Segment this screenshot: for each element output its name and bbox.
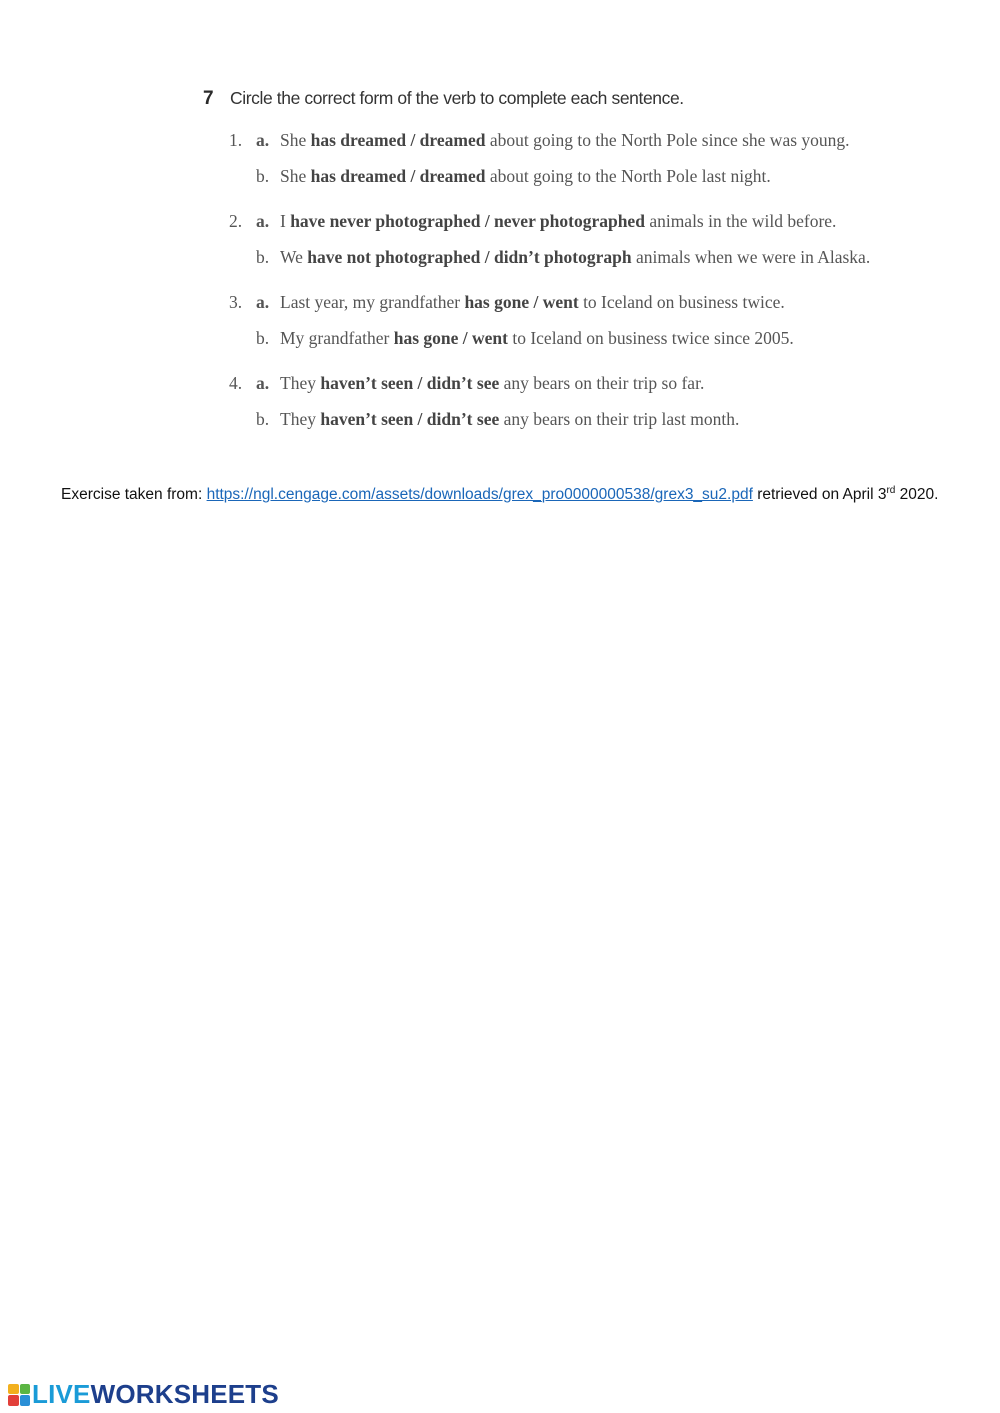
sentence-row xyxy=(203,158,903,194)
sentence-row xyxy=(203,284,903,320)
source-link[interactable]: https://ngl.cengage.com/assets/downloads/grex_pro0000000538/grex3_su2.pdf xyxy=(206,486,753,503)
source-note xyxy=(61,483,941,507)
liveworksheets-brand xyxy=(8,1379,279,1410)
sentence-row xyxy=(203,203,903,239)
sentence-start: They xyxy=(280,373,321,393)
verb-choice[interactable]: has dreamed / dreamed xyxy=(310,166,486,186)
sentence-letter: a. xyxy=(256,373,270,393)
verb-choice[interactable]: has dreamed / dreamed xyxy=(310,130,486,150)
sentence-letter: b. xyxy=(256,409,270,429)
sentence-start: My grandfather xyxy=(280,328,394,348)
liveworksheets-logo-icon xyxy=(8,1384,30,1406)
verb-choice[interactable]: haven’t seen / didn’t see xyxy=(320,409,500,429)
sentence-end: animals when we were in Alaska. xyxy=(631,247,871,267)
ordinal-suffix: rd xyxy=(886,484,896,496)
sentence-start: She xyxy=(280,130,311,150)
exercise-block xyxy=(203,88,903,437)
exercise-item xyxy=(203,284,903,356)
sentence-text xyxy=(280,401,739,437)
item-number: 3. xyxy=(229,292,243,312)
sentence-letter: a. xyxy=(256,130,270,150)
exercise-items xyxy=(203,122,903,437)
brand-live: LIVE xyxy=(32,1379,91,1409)
source-year: 2020. xyxy=(895,486,939,503)
item-number: 1. xyxy=(229,130,243,150)
verb-choice[interactable]: haven’t seen / didn’t see xyxy=(320,373,500,393)
sentence-text xyxy=(280,122,850,158)
exercise-instruction: Circle the correct form of the verb to complete each sentence. xyxy=(230,88,684,108)
source-retrieved: retrieved on April 3 xyxy=(752,486,887,503)
sentence-row xyxy=(203,239,903,275)
sentence-text xyxy=(280,284,785,320)
sentence-letter: b. xyxy=(256,247,270,267)
sentence-start: She xyxy=(280,166,311,186)
exercise-item xyxy=(203,365,903,437)
item-number: 2. xyxy=(229,211,243,231)
sentence-end: about going to the North Pole last night. xyxy=(485,166,771,186)
brand-worksheets: WORKSHEETS xyxy=(90,1379,279,1409)
sentence-end: animals in the wild before. xyxy=(644,211,837,231)
sentence-start: They xyxy=(280,409,321,429)
sentence-text xyxy=(280,158,771,194)
sentence-start: I xyxy=(280,211,291,231)
sentence-end: to Iceland on business twice. xyxy=(578,292,785,312)
sentence-letter: b. xyxy=(256,328,270,348)
sentence-text xyxy=(280,365,704,401)
sentence-text xyxy=(280,320,794,356)
verb-choice[interactable]: have not photographed / didn’t photograph xyxy=(307,247,632,267)
sentence-end: to Iceland on business twice since 2005. xyxy=(507,328,794,348)
sentence-row xyxy=(203,320,903,356)
sentence-end: any bears on their trip so far. xyxy=(499,373,705,393)
sentence-letter: b. xyxy=(256,166,270,186)
sentence-row xyxy=(203,122,903,158)
sentence-row xyxy=(203,365,903,401)
source-prefix: Exercise taken from: xyxy=(61,486,207,503)
sentence-start: We xyxy=(280,247,308,267)
sentence-start: Last year, my grandfather xyxy=(280,292,465,312)
exercise-header xyxy=(203,88,903,122)
exercise-number: 7 xyxy=(203,88,214,109)
sentence-text xyxy=(280,203,836,239)
sentence-text xyxy=(280,239,870,275)
sentence-end: about going to the North Pole since she was young. xyxy=(485,130,850,150)
exercise-item xyxy=(203,122,903,194)
exercise-item xyxy=(203,203,903,275)
sentence-letter: a. xyxy=(256,211,270,231)
sentence-letter: a. xyxy=(256,292,270,312)
verb-choice[interactable]: has gone / went xyxy=(464,292,579,312)
verb-choice[interactable]: have never photographed / never photographed xyxy=(290,211,645,231)
sentence-row xyxy=(203,401,903,437)
brand-name xyxy=(32,1379,279,1410)
item-number: 4. xyxy=(229,373,243,393)
sentence-end: any bears on their trip last month. xyxy=(499,409,740,429)
verb-choice[interactable]: has gone / went xyxy=(393,328,508,348)
